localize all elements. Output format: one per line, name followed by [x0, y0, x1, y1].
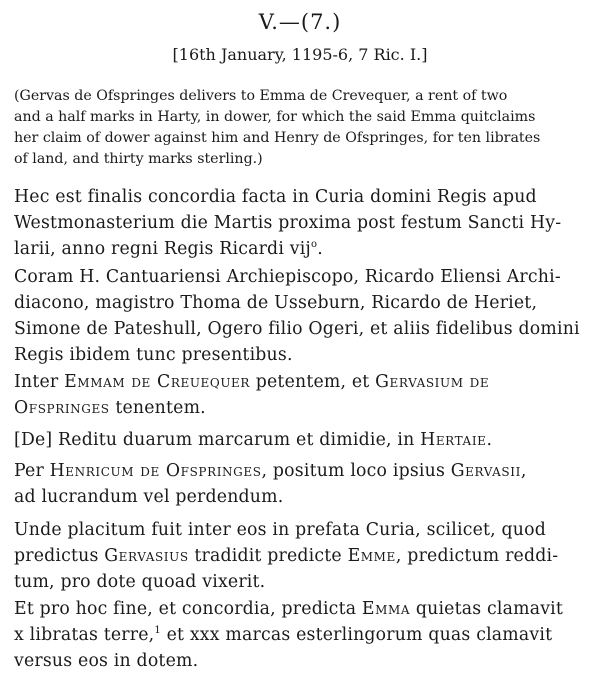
- text-run: [De] Reditu duarum marcarum et dimidie, in: [14, 430, 421, 450]
- text-run: quietas clamavit: [410, 599, 564, 619]
- paragraph-agreement: [14, 517, 590, 595]
- party-name: Gervasium de: [375, 372, 490, 392]
- summary-line: (Gervas de Ofspringes delivers to Emma de Crevequer, a rent of two: [14, 88, 508, 104]
- text-line: [14, 427, 590, 453]
- text-line: [14, 622, 590, 648]
- text-run: .: [486, 430, 493, 450]
- text-run: x libratas terre,: [14, 625, 155, 645]
- superscript: o: [311, 239, 318, 250]
- summary-line: of land, and thirty marks sterling.): [14, 151, 263, 167]
- text-line: Hec est finalis concordia facta in Curia domini Regis apud: [14, 187, 537, 207]
- paragraph-quitclaim: [14, 596, 590, 674]
- text-run: ,: [520, 461, 527, 481]
- party-name: Gervasii: [450, 461, 521, 481]
- text-run: Inter: [14, 372, 65, 392]
- text-line: ad lucrandum vel perdendum.: [14, 487, 284, 507]
- footnote-marker: 1: [154, 625, 161, 636]
- text-run: predictus: [14, 546, 105, 566]
- text-run: , positum loco ipsius: [261, 461, 451, 481]
- text-run: , predictum reddi-: [395, 546, 559, 566]
- text-run: Et pro hoc fine, et concordia, predicta: [14, 599, 362, 619]
- text-line: Unde placitum fuit inter eos in prefata Curia, scilicet, quod: [14, 520, 546, 540]
- text-line: diacono, magistro Thoma de Usseburn, Ricardo de Heriet,: [14, 293, 538, 313]
- place-name: Hertaie: [420, 430, 487, 450]
- summary-line: her claim of dower against him and Henry de Ofspringes, for ten librates: [14, 130, 541, 146]
- text-run: tenentem.: [109, 398, 206, 418]
- party-name: Emmam de Creuequer: [64, 372, 251, 392]
- text-run: tradidit predicte: [188, 546, 348, 566]
- text-run: et xxx marcas esterlingorum quas clamavit: [160, 625, 553, 645]
- text-line: Regis ibidem tunc presentibus.: [14, 345, 293, 365]
- paragraph-parties: [14, 369, 590, 421]
- text-run: petentem, et: [250, 372, 376, 392]
- text-line: Westmonasterium die Martis proxima post festum Sancti Hy-: [14, 213, 562, 233]
- text-line: [14, 369, 590, 395]
- text-line: Simone de Pateshull, Ogero filio Ogeri, et aliis fidelibus domini: [14, 319, 580, 339]
- paragraph-subject: [14, 427, 590, 453]
- party-name: Emma: [361, 599, 411, 619]
- party-name: Emme: [347, 546, 396, 566]
- text-line: versus eos in dotem.: [14, 651, 199, 671]
- text-line: [14, 458, 590, 484]
- text-run: Per: [14, 461, 50, 481]
- text-line: [14, 543, 590, 569]
- text-line: [14, 236, 590, 262]
- charter-number-heading: V.—(7.): [258, 10, 342, 34]
- text-line: tum, pro dote quoad vixerit.: [14, 572, 266, 592]
- paragraph-attorney: [14, 458, 590, 510]
- party-name: Henricum de Ofspringes: [49, 461, 262, 481]
- paragraph-witnesses: [14, 264, 590, 368]
- charter-date: [16th January, 1195-6, 7 Ric. I.]: [172, 45, 428, 64]
- paragraph-concord: [14, 184, 590, 262]
- party-name: Ofspringes: [14, 398, 110, 418]
- party-name: Gervasius: [104, 546, 189, 566]
- text-line: [14, 395, 590, 421]
- text-run: .: [317, 239, 323, 259]
- text-run: larii, anno regni Regis Ricardi vij: [14, 239, 311, 259]
- text-line: [14, 596, 590, 622]
- english-summary: [14, 86, 588, 170]
- text-line: Coram H. Cantuariensi Archiepiscopo, Ricardo Eliensi Archi-: [14, 267, 561, 287]
- summary-line: and a half marks in Harty, in dower, for which the said Emma quitclaims: [14, 109, 536, 125]
